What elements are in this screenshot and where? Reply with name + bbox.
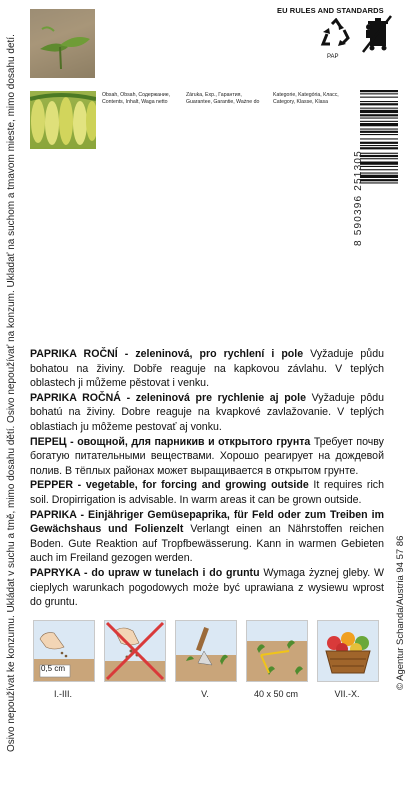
desc-pl: PAPRYKA - do upraw w tunelach i do gruntu Wymaga żyznej gleby. W cieplych warunkach pogodowych może być uprawiana z wysiewu wprost do gruntu. (30, 566, 384, 609)
transplant-icon (175, 620, 237, 682)
spacing-value: 40 x 50 cm (253, 689, 299, 699)
barcode-bar (360, 90, 398, 92)
eu-rules-label: EU RULES AND STANDARDS (277, 6, 384, 15)
pepper-photo (30, 91, 96, 149)
transplant-month: V. (201, 689, 209, 699)
barcode-bar (360, 158, 398, 159)
barcode-bar (360, 121, 398, 122)
desc-en: PEPPER - vegetable, for forcing and growing outside It requires rich soil. Dropirrigation is advisable. In warm areas it can be grown outside. (30, 479, 384, 506)
barcode-bar (360, 110, 398, 113)
barcode-bar (360, 134, 398, 135)
barcode-bar (360, 179, 398, 181)
barcode-bar (360, 118, 398, 119)
barcode-bar (360, 101, 398, 102)
sowing-months: I.-III. (54, 689, 72, 699)
barcode (360, 90, 398, 246)
barcode-bar (360, 175, 398, 178)
barcode-bar (360, 93, 398, 94)
barcode-bar (360, 166, 398, 167)
barcode-bar (360, 114, 398, 116)
description-block (30, 347, 384, 610)
recycle-icon (318, 18, 354, 52)
desc-de: PAPRIKA - Einjähriger Gemüsepaprika, für Feld oder zum Treiben im Gewächshaus und Folienzelt Verlangt einen an Nährstoffen reichen Boden. Gute Reaktion auf Tropfbewässerung. Kann in warmen Gebieten auch im Freiland gezogen werden. (30, 508, 384, 565)
barcode-bar (360, 182, 398, 183)
desc-cz: PAPRIKA ROČNÍ - zeleninová, pro rychlení i pole Vyžaduje půdu bohatou na živiny. Dobře reaguje na kapkovou závlahu. V teplých oblastech ji můžeme pěstovat i venku. (30, 348, 384, 390)
harvest-icon (317, 620, 379, 682)
harvest-months: VII.-X. (334, 689, 360, 699)
guarantee-label: Záruka, Exp., Гарантия, Guarantee, Garantie, Ważne do (186, 92, 260, 105)
barcode-digits: 8 590396 251305 (353, 150, 364, 246)
desc-sk: PAPRIKA ROČNÁ - zeleninová pre rychlenie aj pole Vyžaduje pôdu bohatú na živiny. Dobre reaguje na kvapkové zavlažovanie. V teplých oblastiach ju môžeme pestovať aj vonku. (30, 391, 384, 433)
no-direct-sowing-icon (104, 620, 166, 682)
barcode-bar (360, 97, 398, 98)
storage-warning-vertical: Osivo nepoužívat ke konzumu. Ukládat v suchu a tmě, mimo dosahu dětí. Osivo nepoužívať na konzum. Ukladať na suchom a tmavom mieste, mimo dosahu detí. (6, 34, 17, 752)
barcode-bar (360, 123, 398, 126)
sowing-depth-value: 0,5 cm (41, 664, 66, 673)
barcode-bar (360, 108, 398, 109)
barcode-bar (360, 138, 398, 139)
waste-bin-icon (360, 14, 394, 56)
barcode-bar (360, 155, 398, 157)
barcode-bar (360, 153, 398, 154)
copyright-vertical: © Agentur Schanda/Austria 94 57 86 (395, 535, 406, 690)
recycle-label: PAP (327, 54, 339, 60)
barcode-bar (360, 169, 398, 170)
barcode-bar (360, 145, 398, 146)
barcode-bar (360, 142, 398, 144)
barcode-bar (360, 173, 398, 174)
barcode-bar (360, 103, 398, 105)
barcode-bar (360, 162, 398, 165)
spacing-icon (246, 620, 308, 682)
desc-ru: ПЕРЕЦ - овощной, для парникив и открытого грунта Требует почву богатую питательными веществами. Хорошо реагирует на дождевой полив. В тёплых районах может выращивается в открытом грунте. (30, 435, 384, 477)
seedling-photo (30, 9, 95, 78)
barcode-bar (360, 129, 398, 130)
barcode-bar (360, 147, 398, 149)
content-label: Obsah, Obsah, Содержание, Contents, Inhalt, Waga netto (102, 92, 171, 105)
category-label: Kategorie, Kategória, Класс, Category, Klasse, Klasa (273, 92, 339, 105)
barcode-bar (360, 131, 398, 133)
